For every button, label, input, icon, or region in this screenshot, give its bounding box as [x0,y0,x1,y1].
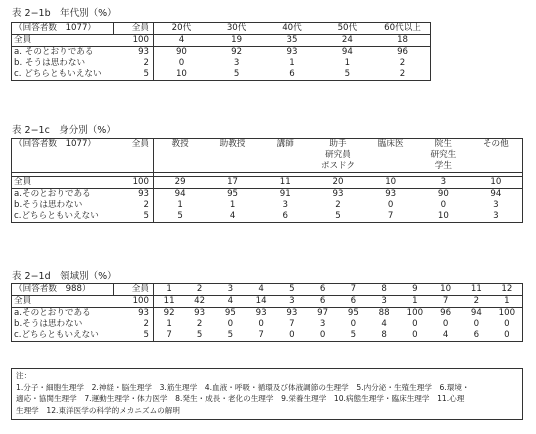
table-row [12,296,523,308]
cell: 3 [369,296,400,308]
cell: 1 [400,296,431,308]
cell: 10 [417,211,470,223]
table-row [12,47,431,59]
cell: 0 [412,319,418,329]
table-1c-total-header: 全員 [114,139,154,151]
cell: 95 [206,189,259,201]
table-row [12,319,523,330]
notes-line: 1.分子・細胞生理学 2.神経・脳生理学 3.筋生理学 4.血液・呼吸・循環及び体液調節の生理学 5.内分泌・生殖生理学 6.環境・ [16,382,470,392]
row-label: a. そのとおりである [12,47,114,59]
cell: 1 [177,200,183,210]
cell: 93 [184,308,215,320]
cell: 5 [320,69,375,81]
row-label: 全員 [12,177,114,189]
row-label: a.そのとおりである [12,189,114,201]
cell: 0 [492,319,523,330]
cell: 4 [381,319,387,329]
cell: 1 [344,58,351,68]
cell: 10 [364,177,417,189]
table-1b-total-header: 全員 [114,23,154,35]
row-total: 93 [114,308,154,320]
cell: 17 [206,177,259,189]
col-header: 8 [369,284,400,296]
cell: 6 [338,296,369,308]
cell: 1 [166,319,172,329]
col-header: 3 [215,284,246,296]
cell: 88 [369,308,400,320]
cell: 19 [209,35,264,47]
cell: 5 [215,330,246,342]
table-row [12,58,431,69]
notes-heading: 注： [16,371,32,380]
cell: 0 [473,319,480,329]
row-total: 5 [114,211,154,223]
cell: 2 [375,58,430,69]
col-header: 7 [338,284,369,296]
col-header-line2: 研究員 [325,150,351,160]
cell: 1 [492,296,523,308]
cell: 0 [492,330,523,342]
row-label: c.どちらともいえない [12,330,114,342]
cell: 100 [492,308,523,320]
table-row [12,200,523,211]
col-header: 臨床医 [364,139,417,151]
table-1c [11,138,523,223]
row-total: 2 [114,200,154,211]
row-label: 全員 [12,296,114,308]
cell: 18 [375,35,430,47]
cell: 1 [229,200,236,210]
cell: 90 [154,47,209,59]
cell: 29 [154,177,207,189]
cell: 5 [184,330,215,342]
cell: 6 [461,330,492,342]
cell: 93 [364,189,417,201]
notes-line: 適応・協関生理学 7.運動生理学・体力医学 8.発生・成長・老化の生理学 9.栄養生理学 10.病態生理学・臨床生理学 11.心理 [16,394,465,403]
table-row [12,308,523,320]
cell: 5 [209,69,264,81]
cell: 3 [233,58,240,68]
col-header-line2: 研究生 [430,150,457,160]
cell: 10 [470,177,523,189]
cell: 3 [470,211,523,223]
cell: 42 [184,296,215,308]
cell: 4 [154,35,209,47]
table-1c-title: 表 2−1c 身分別（%） [12,125,116,136]
cell: 0 [258,319,264,329]
col-header: 講師 [259,139,312,151]
cell: 0 [350,319,357,329]
cell: 11 [154,296,185,308]
col-header: 4 [246,284,277,296]
cell: 0 [400,330,431,342]
table-1d-title: 表 2−1d 領域別（%） [12,271,117,282]
col-header: 9 [400,284,431,296]
cell: 0 [277,330,308,342]
cell: 3 [277,296,308,308]
table-row [12,211,523,223]
row-label: c.どちらともいえない [12,211,114,223]
cell: 2 [461,296,492,308]
cell: 4 [206,211,259,223]
cell: 8 [369,330,400,342]
cell: 0 [442,319,449,329]
cell: 35 [264,35,319,47]
cell: 94 [461,308,492,320]
cell: 0 [227,319,234,329]
table-1b [11,22,431,81]
col-header-line3: ポスドク [320,161,356,171]
cell: 95 [215,308,246,320]
cell: 4 [430,330,461,342]
cell: 100 [400,308,431,320]
cell: 2 [335,200,341,210]
cell: 93 [264,47,319,59]
col-header: 教授 [154,139,207,151]
col-header-line3: 学生 [434,161,452,171]
row-label: 全員 [12,35,114,47]
table-row [12,69,431,81]
notes-box [11,368,523,420]
row-label: a.そのとおりである [12,308,114,320]
col-header: 60代以上 [375,23,430,35]
col-header: 助教授 [206,139,259,151]
row-label: b. そうは思わない [12,58,114,69]
cell: 3 [470,200,523,211]
cell: 96 [375,47,430,59]
cell: 6 [264,69,319,81]
cell: 2 [375,69,430,81]
cell: 93 [312,189,365,201]
cell: 2 [196,319,203,329]
notes-line: 生理学 12.東洋医学の科学的メカニズムの解明 [16,405,180,415]
table-1b-respondents: （回答者数 1077） [12,23,114,35]
cell: 3 [282,200,288,210]
cell: 0 [178,58,185,68]
col-header: 30代 [209,23,264,35]
col-header: 院生 [417,139,470,151]
col-header: 50代 [320,23,375,35]
row-label: b.そうは思わない [12,200,114,211]
row-total: 5 [114,69,154,81]
cell: 97 [307,308,338,320]
cell: 95 [338,308,369,320]
cell: 10 [154,69,209,81]
row-total: 93 [114,189,154,201]
cell: 5 [154,211,207,223]
row-total: 5 [114,330,154,342]
row-total: 2 [114,58,154,69]
row-label: c. どちらともいえない [12,69,114,81]
col-header: 助手 [312,139,365,151]
table-row [12,177,523,189]
cell: 3 [417,177,470,189]
table-row [12,35,431,47]
col-header: 20代 [154,23,209,35]
cell: 7 [289,319,295,329]
col-header: 6 [307,284,338,296]
table-row [12,330,523,342]
cell: 96 [430,308,461,320]
cell: 0 [387,200,394,210]
row-total: 2 [114,319,154,330]
row-total: 100 [114,177,154,189]
col-header: 1 [154,284,185,296]
col-header: 5 [277,284,308,296]
cell: 6 [259,211,312,223]
cell: 1 [289,58,295,68]
col-header: 12 [492,284,523,296]
cell: 7 [430,296,461,308]
cell: 92 [209,47,264,59]
cell: 7 [246,330,277,342]
table-1d-respondents: （回答者数 988） [12,284,114,296]
table-1b-title: 表 2−1b 年代別（%） [12,8,117,19]
col-header: 11 [461,284,492,296]
table-1d-total-header: 全員 [114,284,154,296]
cell: 14 [246,296,277,308]
cell: 7 [364,211,417,223]
cell: 0 [307,330,338,342]
cell: 91 [259,189,312,201]
cell: 0 [440,200,447,210]
cell: 6 [307,296,338,308]
cell: 5 [338,330,369,342]
cell: 3 [319,319,326,329]
cell: 20 [312,177,365,189]
cell: 93 [246,308,277,320]
col-header: 10 [430,284,461,296]
cell: 93 [277,308,308,320]
row-label: b.そうは思わない [12,319,114,330]
row-total: 100 [114,296,154,308]
cell: 94 [470,189,523,201]
col-header: その他 [470,139,523,151]
table-1c-respondents: （回答者数 1077） [12,139,114,151]
cell: 4 [215,296,246,308]
table-row [12,189,523,201]
cell: 7 [154,330,185,342]
cell: 11 [259,177,312,189]
col-header: 40代 [264,23,319,35]
cell: 94 [320,47,375,59]
row-total: 100 [114,35,154,47]
col-header: 2 [184,284,215,296]
row-total: 93 [114,47,154,59]
table-1d [11,283,523,342]
cell: 90 [417,189,470,201]
cell: 5 [312,211,365,223]
cell: 24 [320,35,375,47]
cell: 94 [154,189,207,201]
cell: 92 [154,308,185,320]
